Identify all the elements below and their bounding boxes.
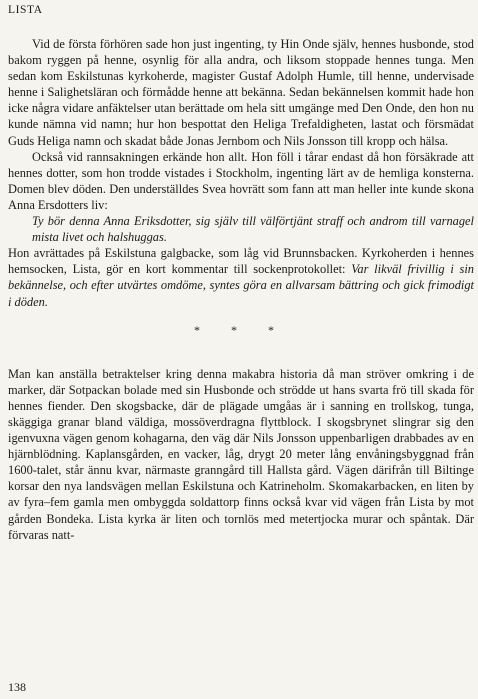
paragraph-3 bbox=[8, 245, 474, 309]
body-text bbox=[8, 36, 474, 543]
block-quote: Ty bör denna Anna Eriksdotter, sig själv till välförtjänt straff och androm till varnagel mista livet och halshuggas. bbox=[32, 214, 474, 245]
paragraph-3-text: Hon avrättades på Eskilstuna galgbacke, som låg vid Brunnsbacken. Kyrkoherden i hennes hemsocken, Lista, gör en kort kommentar till sockenprotokollet: bbox=[8, 246, 474, 277]
paragraph-4: Man kan anställa betraktelser kring denna makabra historia då man ströver omkring i de marker, där Sotpackan bolade med sin Husbonde och strödde ut hans svarta frö till skada för hennes fiender. Den skogsbacke, där de plägade umgåas är i sanning en trollskog, tunga, skäggiga granar bland väldiga, mossöverdragna flyttblock. I skogsbrynet slingrar sig den igenvuxna vägen genom kohagarna, den väg där Nils Jonsson uppenbarligen drabbades av en hjärnblödning. Kaplansgården, en vacker, låg, drygt 20 meter lång envåningsbyggnad från 1600-talet, står ännu kvar, närmaste granngård till Hallsta gård. Vägen därifrån till Biltinge korsar den nya landsvägen mellan Eskilstuna och Katrineholm. Skomakarbacken, en liten by av fyra–fem gamla men ombyggda soldattorp finns också kvar vid vägen från Lista by mot gården Bondeka. Lista kyrka är liten och tornlös med metertjocka murar och spåntak. Där förvaras natt- bbox=[8, 366, 474, 542]
paragraph-3-quote: Var likväl frivillig i sin bekännelse, och efter utvärtes omdöme, syntes göra en allvarsam bättring och gick frimodigt i döden. bbox=[8, 262, 474, 309]
section-separator: * * * bbox=[194, 322, 288, 337]
paragraph-2: Också vid rannsakningen erkände hon allt. Hon föll i tårar endast då hon försäkrade att hennes dotter, som hon trodde vistades i Stockholm, ingenting lärt av de hemliga konsterna. Domen blev döden. Den underställdes Svea hovrätt som fann att man heller inte kunde skona Anna Ersdotters liv: bbox=[8, 149, 474, 212]
page-number: 138 bbox=[8, 680, 26, 694]
paragraph-1: Vid de första förhören sade hon just ingenting, ty Hin Onde själv, hennes husbonde, stod bakom ryggen på henne, osynlig för alla andra, och liksom stoppade hennes tunga. Men sedan kom Eskilstunas kyrkoherde, magister Gustaf Adolph Humle, till henne, undervisade henne i Salighetsläran och förmådde henne att bekänna. Sedan bekännelsen kommit hade hon icke några vidare anfäktelser utan berättade om hela sitt umgänge med Den Onde, den hon nu kunde nämna vid namn; hur hon bespottat den Heliga Trefaldigheten, lastat och försmädat Guds Heliga namn och skadat både Jonas Jernbom och Nils Jonsson till kropp och hälsa. bbox=[8, 37, 474, 148]
running-head: LISTA bbox=[8, 4, 43, 16]
